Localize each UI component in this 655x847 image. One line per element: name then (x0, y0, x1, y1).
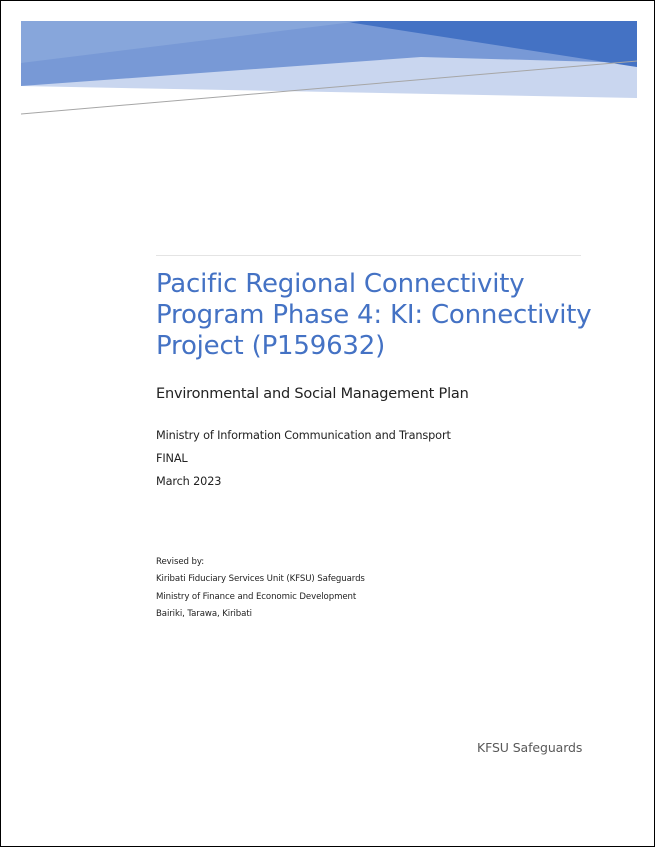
title-divider (156, 255, 581, 256)
document-title: Pacific Regional Connectivity Program Phase 4: KI: Connectivity Project (P159632) (156, 269, 592, 361)
document-date: March 2023 (156, 475, 222, 488)
document-status: FINAL (156, 452, 188, 465)
revised-line-location: Bairiki, Tarawa, Kiribati (156, 609, 252, 619)
cover-banner-graphic (1, 1, 655, 131)
revised-by-label: Revised by: (156, 557, 205, 567)
revised-line-ministry: Ministry of Finance and Economic Development (156, 592, 357, 602)
organization-name: Ministry of Information Communication and Transport (156, 429, 451, 442)
footer-text: KFSU Safeguards (477, 740, 583, 755)
revised-line-unit: Kiribati Fiduciary Services Unit (KFSU) Safeguards (156, 574, 365, 584)
document-subtitle: Environmental and Social Management Plan (156, 386, 469, 402)
